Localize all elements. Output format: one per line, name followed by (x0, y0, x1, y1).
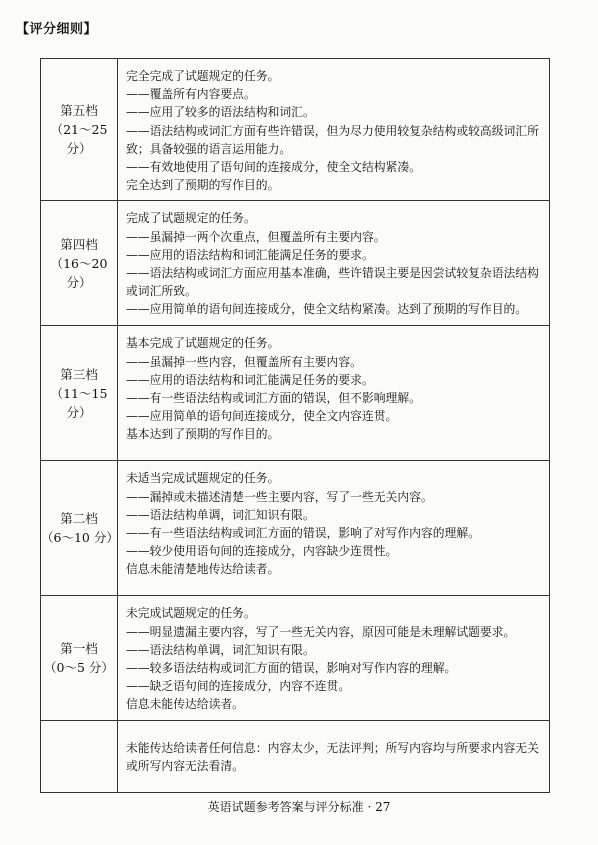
criteria-cell (118, 721, 550, 793)
criteria-line: ——较少使用语句间的连接成分，内容缺少连贯性。 (126, 544, 398, 559)
criteria-line: ——虽漏掉一两个次重点，但覆盖所有主要内容。 (126, 229, 386, 244)
criteria-line: 未适当完成试题规定的任务。 (126, 471, 280, 486)
table-row (41, 326, 550, 461)
criteria-cell (118, 326, 550, 461)
criteria-line: ——覆盖所有内容要点。 (126, 87, 256, 102)
band-name: 第五档 (60, 103, 98, 119)
scoring-rubric-table (40, 58, 550, 793)
criteria-line: 基本达到了预期的写作目的。 (126, 427, 280, 442)
criteria-line: ——有一些语法结构或词汇方面的错误，影响了对写作内容的理解。 (126, 526, 480, 541)
criteria-line: 基本完成了试题规定的任务。 (126, 336, 280, 351)
criteria-line: ——明显遗漏主要内容，写了一些无关内容，原因可能是未理解试题要求。 (126, 624, 516, 639)
criteria-line: ——虽漏掉一些内容，但覆盖所有主要内容。 (126, 354, 362, 369)
band-cell (41, 721, 118, 793)
page-footer: 英语试题参考答案与评分标准 · 27 (207, 800, 391, 814)
criteria-line: ——应用了较多的语法结构和词汇。 (126, 105, 315, 120)
table-row (41, 201, 550, 326)
criteria-line: 完全达到了预期的写作目的。 (126, 178, 280, 193)
criteria-line: 未完成试题规定的任务。 (126, 606, 256, 621)
table-row (41, 461, 550, 596)
criteria-line: ——漏掉或未描述清楚一些主要内容，写了一些无关内容。 (126, 489, 433, 504)
band-range: （16～20 分） (50, 255, 108, 290)
criteria-line: ——有效地使用了语句间的连接成分，使全文结构紧凑。 (126, 160, 421, 175)
criteria-line: ——应用简单的语句间连接成分，使全文结构紧凑。达到了预期的写作目的。 (126, 302, 528, 317)
table-row (41, 721, 550, 793)
criteria-line: 信息未能传达给读者。 (126, 697, 244, 712)
band-range: （6～10 分） (41, 530, 119, 546)
criteria-line: ——较多语法结构或词汇方面的错误，影响对写作内容的理解。 (126, 661, 457, 676)
criteria-line: ——应用的语法结构和词汇能满足任务的要求。 (126, 247, 374, 262)
table-row (41, 59, 550, 201)
criteria-cell (118, 461, 550, 596)
criteria-cell (118, 59, 550, 201)
criteria-line: 完成了试题规定的任务。 (126, 211, 256, 226)
band-cell (41, 461, 118, 596)
criteria-line: ——有一些语法结构或词汇方面的错误，但不影响理解。 (126, 391, 421, 406)
criteria-line: 信息未能清楚地传达给读者。 (126, 562, 280, 577)
criteria-line: ——语法结构或词汇方面应用基本准确，些许错误主要是因尝试较复杂语法结构或词汇所致。 (126, 266, 539, 299)
criteria-line: ——语法结构单调，词汇知识有限。 (126, 642, 315, 657)
section-heading: 【评分细则】 (16, 22, 98, 37)
band-range: （21～25 分） (50, 122, 108, 157)
criteria-line: ——应用的语法结构和词汇能满足任务的要求。 (126, 372, 374, 387)
band-cell (41, 326, 118, 461)
band-range: （0～5 分） (44, 660, 114, 676)
criteria-cell (118, 596, 550, 721)
band-cell (41, 59, 118, 201)
band-range: （11～15 分） (50, 385, 108, 420)
band-name: 第二档 (60, 511, 98, 527)
criteria-line: ——应用简单的语句间连接成分，使全文内容连贯。 (126, 409, 398, 424)
criteria-line: ——语法结构单调，词汇知识有限。 (126, 507, 315, 522)
band-name: 第三档 (60, 366, 98, 382)
criteria-line: 未能传达给读者任何信息：内容太少，无法评判；所写内容均与所要求内容无关或所写内容无法看清。 (126, 740, 539, 773)
criteria-line: ——缺乏语句间的连接成分，内容不连贯。 (126, 679, 351, 694)
table-row (41, 596, 550, 721)
band-cell (41, 596, 118, 721)
band-name: 第四档 (60, 236, 98, 252)
band-cell (41, 201, 118, 326)
band-name: 第一档 (60, 641, 98, 657)
criteria-line: 完全完成了试题规定的任务。 (126, 69, 280, 83)
criteria-line: ——语法结构或词汇方面有些许错误，但为尽力使用较复杂结构或较高级词汇所致；具备较强的语言运用能力。 (126, 123, 539, 156)
criteria-cell (118, 201, 550, 326)
